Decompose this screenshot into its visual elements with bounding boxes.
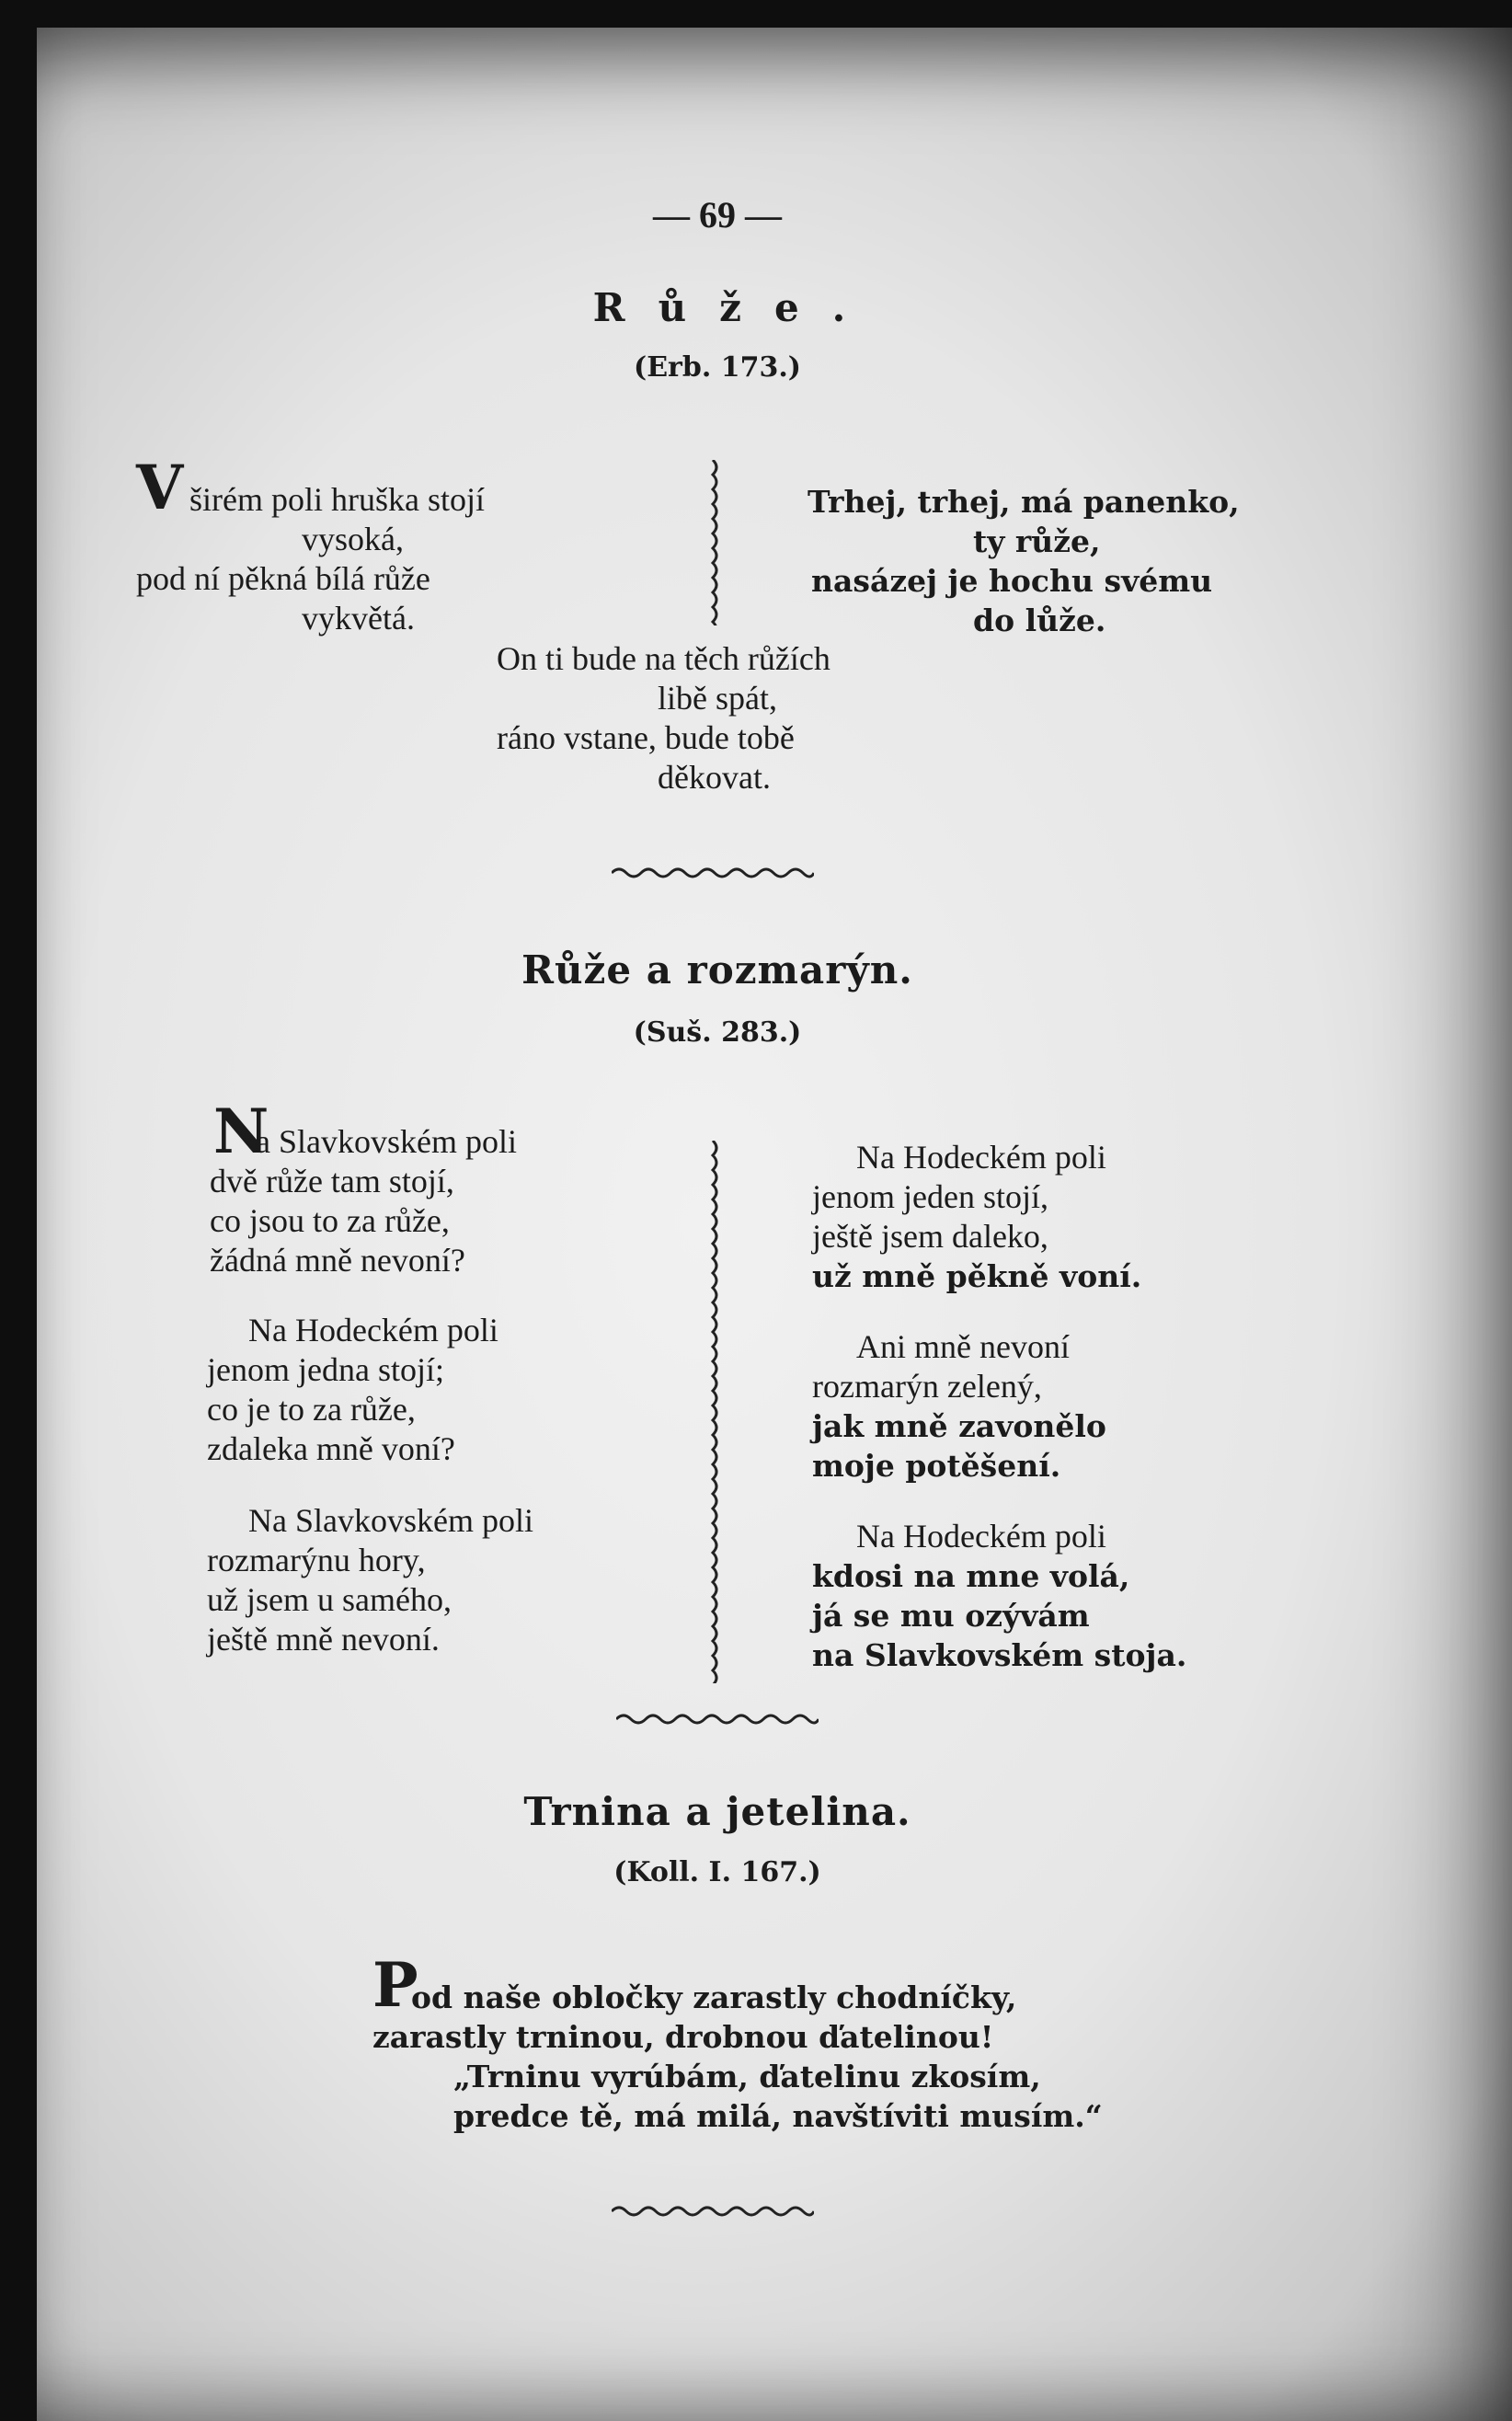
verse-line: libě spát, xyxy=(658,680,777,717)
verse-line: vysoká, xyxy=(302,521,404,557)
poem-reference-koll: (Koll. I. 167.) xyxy=(613,1856,821,1888)
verse-line: a Slavkovském poli xyxy=(256,1123,517,1160)
verse-line: ráno vstane, bude tobě xyxy=(497,719,795,756)
verse-line: ještě mně nevoní. xyxy=(207,1621,440,1658)
verse-line: predce tě, má milá, navštíviti musím.“ xyxy=(453,2098,1103,2134)
poem-title-ruze: Růže. xyxy=(592,285,879,330)
verse-line: co jsou to za růže, xyxy=(210,1202,450,1239)
verse-line: jak mně zavonělo xyxy=(812,1408,1106,1444)
verse-line: jenom jeden stojí, xyxy=(812,1178,1048,1215)
verse-line: pod ní pěkná bílá růže xyxy=(136,560,430,597)
section-divider xyxy=(616,1711,819,1727)
verse-line: On ti bude na těch růžích xyxy=(497,640,830,677)
verse-line: co je to za růže, xyxy=(207,1391,416,1428)
book-page xyxy=(37,28,1512,2421)
column-separator-brace xyxy=(699,1141,727,1683)
section-divider xyxy=(612,865,814,881)
column-separator-brace xyxy=(699,460,727,625)
poem-reference-erb: (Erb. 173.) xyxy=(634,351,801,384)
verse-line: ještě jsem daleko, xyxy=(812,1218,1048,1255)
poem-reference-sus: (Suš. 283.) xyxy=(633,1016,802,1049)
verse-line: Trhej, trhej, má panenko, xyxy=(808,484,1240,520)
verse-line: Na Slavkovském poli xyxy=(248,1502,533,1539)
verse-line: do lůže. xyxy=(973,602,1106,638)
poem-title-trnina-a-jetelina: Trnina a jetelina. xyxy=(523,1789,911,1834)
verse-line: zdaleka mně voní? xyxy=(207,1430,455,1467)
verse-line: děkovat. xyxy=(658,759,771,796)
verse-line: už mně pěkně voní. xyxy=(812,1258,1142,1294)
verse-line: „Trninu vyrúbám, ďatelinu zkosím, xyxy=(453,2059,1041,2094)
verse-line: rozmarýnu hory, xyxy=(207,1542,426,1578)
verse-line: od naše obločky zarastly chodníčky, xyxy=(411,1979,1017,2015)
poem-title-ruze-a-rozmaryn: Růže a rozmarýn. xyxy=(521,947,913,992)
section-divider xyxy=(612,2203,814,2220)
verse-line: Na Hodeckém poli xyxy=(248,1312,498,1348)
verse-line: žádná mně nevoní? xyxy=(210,1242,465,1279)
page-number: — 69 — xyxy=(653,194,782,235)
verse-line: já se mu ozývám xyxy=(812,1598,1090,1634)
verse-line: dvě růže tam stojí, xyxy=(210,1163,454,1199)
verse-line: jenom jedna stojí; xyxy=(207,1351,444,1388)
verse-line: Ani mně nevoní xyxy=(856,1328,1070,1365)
verse-line: rozmarýn zelený, xyxy=(812,1368,1042,1405)
verse-line: Na Hodeckém poli xyxy=(856,1518,1106,1555)
verse-line: na Slavkovském stoja. xyxy=(812,1637,1187,1673)
drop-cap: N xyxy=(213,1096,269,1167)
verse-line: nasázej je hochu svému xyxy=(811,563,1213,599)
verse-line: už jsem u samého, xyxy=(207,1581,452,1618)
drop-cap: V xyxy=(136,452,184,523)
verse-line: Na Hodeckém poli xyxy=(856,1139,1106,1176)
verse-line: ty růže, xyxy=(973,523,1101,559)
verse-line: kdosi na mne volá, xyxy=(812,1558,1130,1594)
verse-line: vykvětá. xyxy=(302,600,415,637)
verse-line: širém poli hruška stojí xyxy=(189,481,485,518)
verse-line: zarastly trninou, drobnou ďatelinou! xyxy=(372,2019,994,2055)
verse-line: moje potěšení. xyxy=(812,1448,1061,1484)
drop-cap: P xyxy=(372,1949,418,2021)
